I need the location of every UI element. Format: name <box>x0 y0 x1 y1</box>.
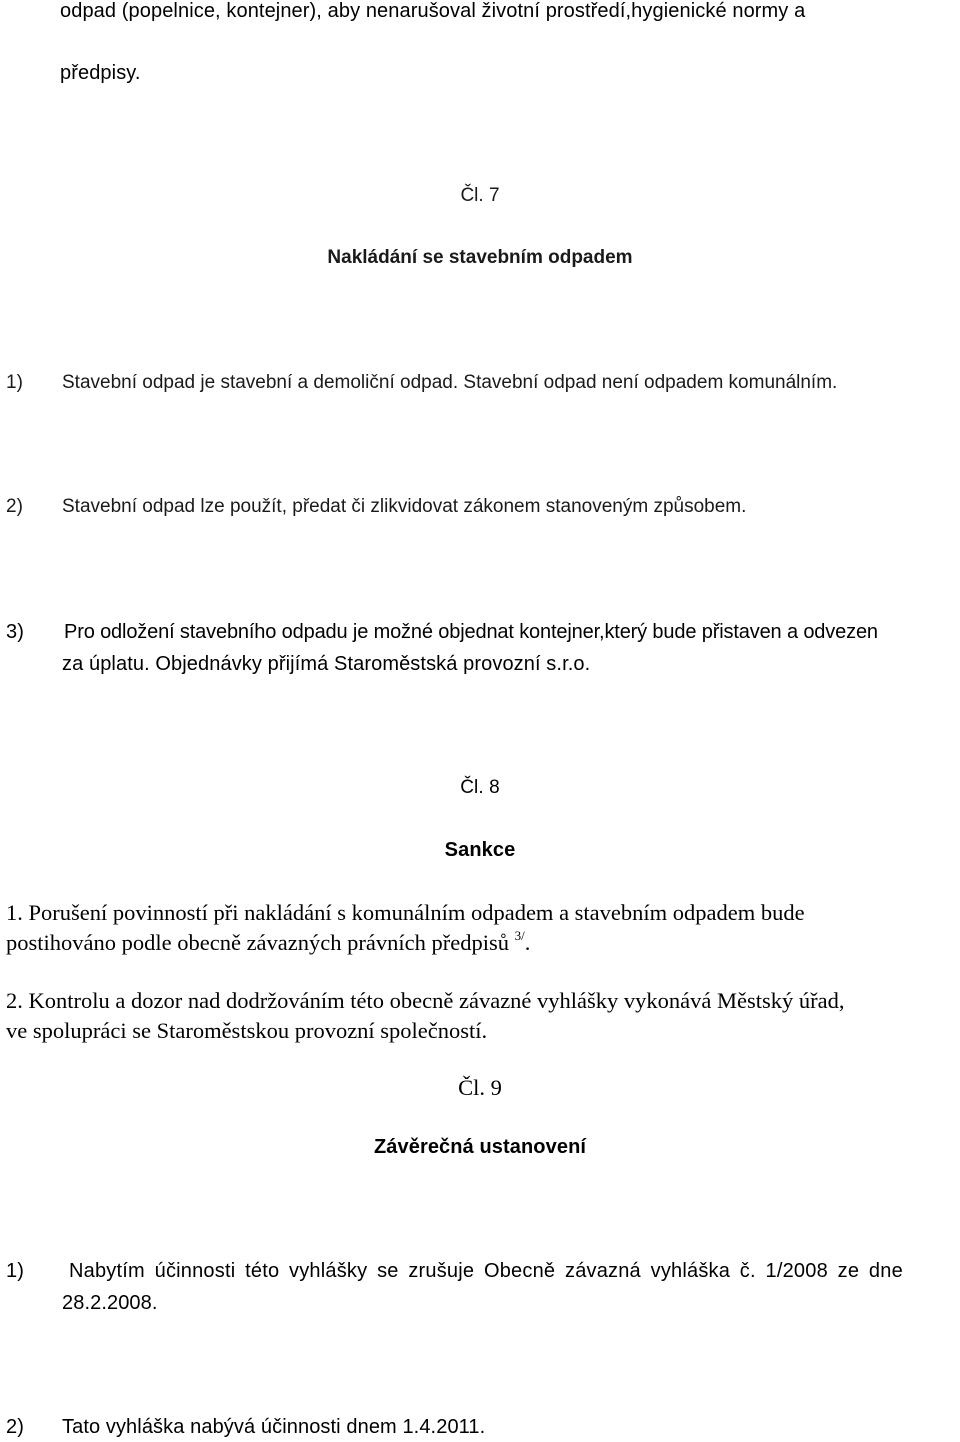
article-8-title: Sankce <box>444 839 516 861</box>
item-text: Stavební odpad lze použít, předat či zlikvidovat zákonem stanoveným způsobem. <box>62 496 747 517</box>
item-number: 1) <box>6 372 23 393</box>
item-text: Stavební odpad je stavební a demoliční odpad. Stavební odpad není odpadem komunálním. <box>62 372 838 393</box>
article-8-paragraph-1-line-2 <box>6 930 530 956</box>
article-9-title: Závěrečná ustanovení <box>373 1136 587 1158</box>
item-text: Tato vyhláška nabývá účinnosti dnem 1.4.2011. <box>62 1416 486 1438</box>
article-9-item-1-line-2: 28.2.2008. <box>62 1292 158 1314</box>
article-7-item-3-line-2: za úplatu. Objednávky přijímá Staroměstská provozní s.r.o. <box>62 653 591 675</box>
footnote-reference: 3/ <box>514 928 525 943</box>
article-8-paragraph-1-line-1: 1. Porušení povinností při nakládání s komunálním odpadem a stavebním odpadem bude <box>6 900 805 925</box>
item-number: 2) <box>6 496 23 517</box>
article-9-number: Čl. 9 <box>458 1075 502 1100</box>
item-number: 3) <box>6 621 24 643</box>
article-7-number: Čl. 7 <box>460 185 500 206</box>
intro-line-1: odpad (popelnice, kontejner), aby nenarušoval životní prostředí,hygienické normy a <box>60 0 806 22</box>
item-number: 2) <box>6 1416 24 1438</box>
item-text: Nabytím účinnosti této vyhlášky se zrušuje Obecně závazná vyhláška č. 1/2008 ze dne <box>69 1260 903 1282</box>
paragraph-text: postihováno podle obecně závazných právních předpisů <box>6 930 509 955</box>
item-number: 1) <box>6 1260 24 1282</box>
item-text: Pro odložení stavebního odpadu je možné objednat kontejner,který bude přistaven a odvezen <box>64 621 878 643</box>
paragraph-end: . <box>524 930 531 955</box>
intro-line-2: předpisy. <box>60 62 141 84</box>
article-8-paragraph-2-line-1: 2. Kontrolu a dozor nad dodržováním této obecně závazné vyhlášky vykonává Městský úřad, <box>6 988 845 1013</box>
article-8-paragraph-2-line-2: ve spolupráci se Staroměstskou provozní společností. <box>6 1018 488 1043</box>
article-7-title: Nakládání se stavebním odpadem <box>327 247 633 268</box>
article-8-number: Čl. 8 <box>460 777 500 798</box>
